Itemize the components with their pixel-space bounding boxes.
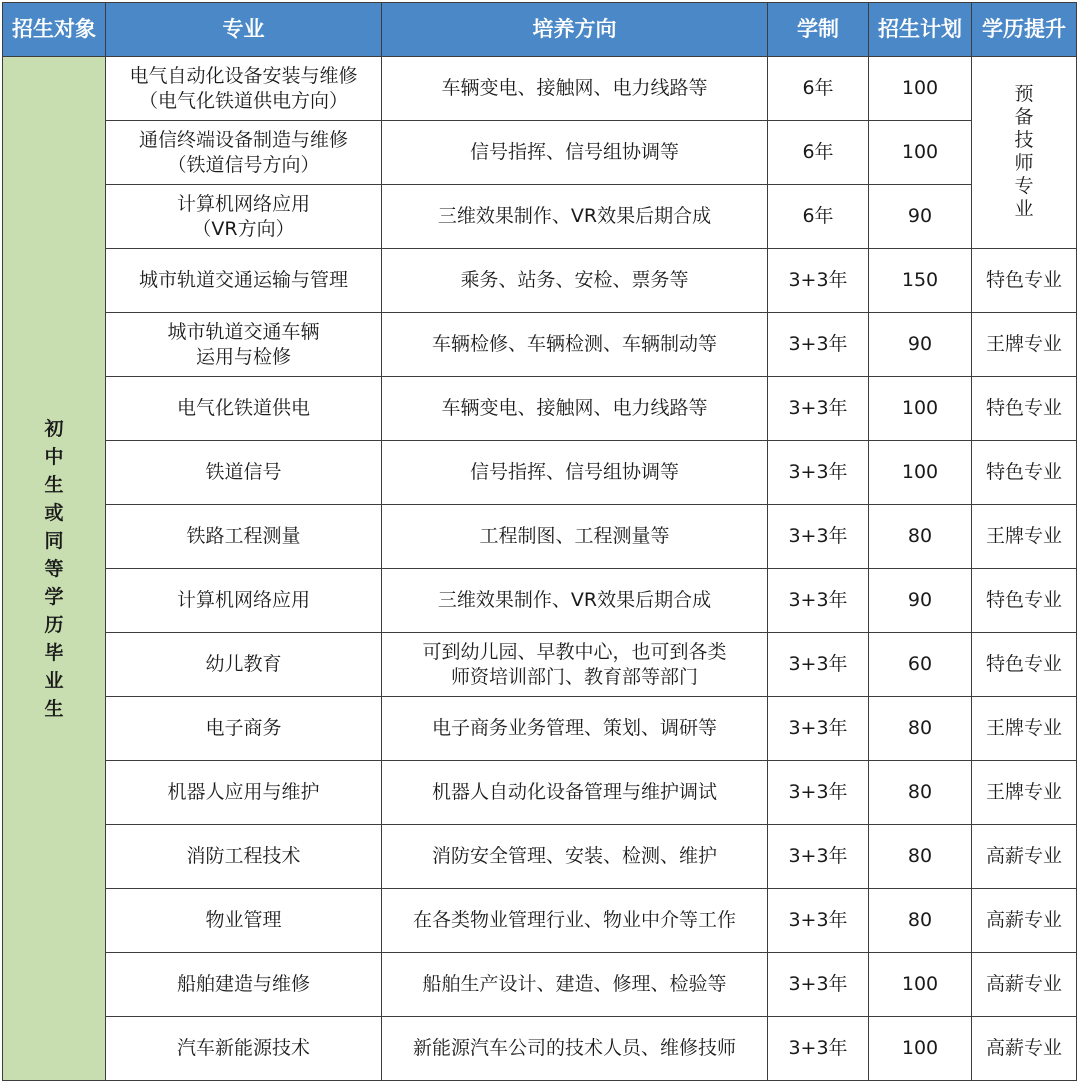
direction-text: 信号指挥、信号组协调等 <box>469 461 679 483</box>
major-cell <box>106 57 382 121</box>
table-row <box>3 1017 1077 1081</box>
plan-cell: 80 <box>869 761 972 825</box>
direction-text: 三维效果制作、VR效果后期合成 <box>437 205 712 227</box>
upgrade-cell: 王牌专业 <box>972 505 1077 569</box>
direction-text: 车辆变电、接触网、电力线路等 <box>441 77 708 99</box>
table-row <box>3 697 1077 761</box>
direction-text: 车辆检修、车辆检测、车辆制动等 <box>431 333 717 355</box>
major-cell <box>106 825 382 889</box>
direction-cell <box>382 313 768 377</box>
duration-cell: 6年 <box>768 57 869 121</box>
major-subtitle: 运用与检修 <box>195 345 291 368</box>
direction-cell <box>382 633 768 697</box>
upgrade-cell: 特色专业 <box>972 377 1077 441</box>
major-cell <box>106 889 382 953</box>
plan-cell: 100 <box>869 953 972 1017</box>
major-name: 船舶建造与维修 <box>176 973 310 995</box>
table-row <box>3 377 1077 441</box>
plan-cell: 60 <box>869 633 972 697</box>
duration-cell: 3+3年 <box>768 953 869 1017</box>
plan-cell: 80 <box>869 697 972 761</box>
major-name: 汽车新能源技术 <box>176 1037 310 1059</box>
target-group-label: 初中生或同等学历毕业生 <box>44 417 64 720</box>
table-row <box>3 185 1077 249</box>
duration-cell: 6年 <box>768 121 869 185</box>
target-group-cell <box>3 57 106 1081</box>
upgrade-cell: 高薪专业 <box>972 825 1077 889</box>
enrollment-table <box>2 2 1077 1081</box>
table-row <box>3 441 1077 505</box>
upgrade-merged-cell <box>972 57 1077 249</box>
upgrade-cell: 王牌专业 <box>972 761 1077 825</box>
table-row <box>3 953 1077 1017</box>
major-cell <box>106 761 382 825</box>
major-name: 计算机网络应用 <box>176 589 310 611</box>
table-row <box>3 505 1077 569</box>
table-row <box>3 569 1077 633</box>
major-cell <box>106 441 382 505</box>
duration-cell: 3+3年 <box>768 505 869 569</box>
duration-cell: 6年 <box>768 185 869 249</box>
upgrade-cell: 高薪专业 <box>972 1017 1077 1081</box>
major-name: 城市轨道交通运输与管理 <box>138 269 348 291</box>
direction-text: 乘务、站务、安检、票务等 <box>460 269 689 291</box>
upgrade-cell: 特色专业 <box>972 441 1077 505</box>
direction-text: 新能源汽车公司的技术人员、维修技师 <box>412 1037 736 1059</box>
direction-cell <box>382 825 768 889</box>
duration-cell: 3+3年 <box>768 633 869 697</box>
major-name: 计算机网络应用 <box>176 192 310 215</box>
major-cell <box>106 185 382 249</box>
plan-cell: 90 <box>869 569 972 633</box>
upgrade-cell: 高薪专业 <box>972 889 1077 953</box>
duration-cell: 3+3年 <box>768 313 869 377</box>
table-row <box>3 825 1077 889</box>
direction-text: 机器人自动化设备管理与维护调试 <box>431 781 717 803</box>
header-direction: 培养方向 <box>382 3 768 57</box>
table-row <box>3 761 1077 825</box>
major-cell <box>106 633 382 697</box>
major-cell <box>106 377 382 441</box>
major-cell <box>106 953 382 1017</box>
major-subtitle: （电气化铁道供电方向） <box>138 89 348 112</box>
direction-cell <box>382 889 768 953</box>
direction-text: 在各类物业管理行业、物业中介等工作 <box>412 909 736 931</box>
direction-text: 车辆变电、接触网、电力线路等 <box>441 397 708 419</box>
direction-cell <box>382 57 768 121</box>
direction-cell <box>382 377 768 441</box>
direction-text: 三维效果制作、VR效果后期合成 <box>437 589 712 611</box>
major-cell <box>106 569 382 633</box>
duration-cell: 3+3年 <box>768 377 869 441</box>
major-name: 幼儿教育 <box>205 653 282 675</box>
direction-text: 可到幼儿园、早教中心，也可到各类 <box>422 640 727 663</box>
direction-text: 船舶生产设计、建造、修理、检验等 <box>422 973 727 995</box>
direction-cell <box>382 441 768 505</box>
major-cell <box>106 313 382 377</box>
major-subtitle: （VR方向） <box>192 217 295 240</box>
duration-cell: 3+3年 <box>768 889 869 953</box>
upgrade-cell: 特色专业 <box>972 633 1077 697</box>
upgrade-cell: 王牌专业 <box>972 697 1077 761</box>
header-duration: 学制 <box>768 3 869 57</box>
duration-cell: 3+3年 <box>768 825 869 889</box>
header-target: 招生对象 <box>3 3 106 57</box>
major-name: 机器人应用与维护 <box>167 781 320 803</box>
major-name: 铁路工程测量 <box>186 525 301 547</box>
plan-cell: 100 <box>869 57 972 121</box>
duration-cell: 3+3年 <box>768 249 869 313</box>
major-subtitle: （铁道信号方向） <box>167 153 320 176</box>
plan-cell: 100 <box>869 441 972 505</box>
direction-text: 电子商务业务管理、策划、调研等 <box>431 717 717 739</box>
plan-cell: 90 <box>869 185 972 249</box>
plan-cell: 100 <box>869 1017 972 1081</box>
table-row <box>3 249 1077 313</box>
major-name: 消防工程技术 <box>186 845 301 867</box>
direction-cell <box>382 761 768 825</box>
major-name: 电气化铁道供电 <box>176 397 310 419</box>
upgrade-cell: 王牌专业 <box>972 313 1077 377</box>
upgrade-cell: 特色专业 <box>972 249 1077 313</box>
direction-cell <box>382 121 768 185</box>
direction-text: 工程制图、工程测量等 <box>479 525 670 547</box>
duration-cell: 3+3年 <box>768 569 869 633</box>
plan-cell: 80 <box>869 889 972 953</box>
major-name: 电气自动化设备安装与维修 <box>129 64 358 87</box>
major-name: 电子商务 <box>205 717 282 739</box>
table-row <box>3 313 1077 377</box>
direction-text-line2: 师资培训部门、教育部等部门 <box>450 665 698 688</box>
major-name: 铁道信号 <box>205 461 282 483</box>
table-row <box>3 57 1077 121</box>
upgrade-cell: 特色专业 <box>972 569 1077 633</box>
major-cell <box>106 697 382 761</box>
table-row <box>3 889 1077 953</box>
plan-cell: 80 <box>869 825 972 889</box>
direction-cell <box>382 953 768 1017</box>
duration-cell: 3+3年 <box>768 697 869 761</box>
plan-cell: 150 <box>869 249 972 313</box>
major-cell <box>106 121 382 185</box>
major-cell <box>106 249 382 313</box>
table-header <box>3 3 1077 57</box>
header-upgrade: 学历提升 <box>972 3 1077 57</box>
plan-cell: 100 <box>869 121 972 185</box>
upgrade-cell: 高薪专业 <box>972 953 1077 1017</box>
duration-cell: 3+3年 <box>768 441 869 505</box>
direction-cell <box>382 1017 768 1081</box>
direction-text: 消防安全管理、安装、检测、维护 <box>431 845 717 867</box>
table-row <box>3 633 1077 697</box>
duration-cell: 3+3年 <box>768 1017 869 1081</box>
table-body <box>3 57 1077 1081</box>
major-name: 城市轨道交通车辆 <box>167 320 320 343</box>
major-name: 物业管理 <box>205 909 282 931</box>
direction-cell <box>382 249 768 313</box>
header-row <box>3 3 1077 57</box>
header-major: 专业 <box>106 3 382 57</box>
plan-cell: 90 <box>869 313 972 377</box>
header-plan: 招生计划 <box>869 3 972 57</box>
table-row <box>3 121 1077 185</box>
direction-cell <box>382 185 768 249</box>
plan-cell: 100 <box>869 377 972 441</box>
direction-cell <box>382 697 768 761</box>
major-name: 通信终端设备制造与维修 <box>138 128 348 151</box>
direction-text: 信号指挥、信号组协调等 <box>469 141 679 163</box>
duration-cell: 3+3年 <box>768 761 869 825</box>
direction-cell <box>382 569 768 633</box>
major-cell <box>106 505 382 569</box>
major-cell <box>106 1017 382 1081</box>
plan-cell: 80 <box>869 505 972 569</box>
upgrade-merged-label: 预备技师专业 <box>1014 83 1034 220</box>
direction-cell <box>382 505 768 569</box>
